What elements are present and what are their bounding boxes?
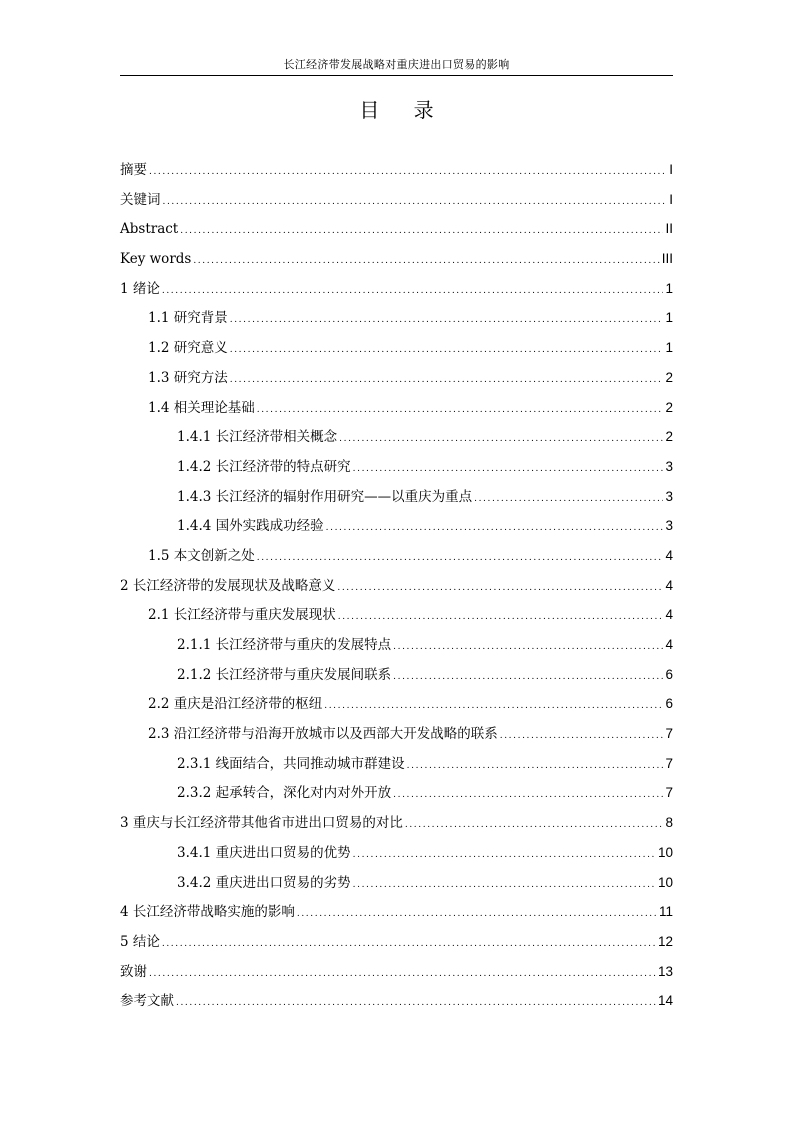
dot-leader xyxy=(230,366,664,396)
dot-leader xyxy=(324,692,663,722)
dot-leader xyxy=(230,336,664,366)
toc-entry-page-number: 2 xyxy=(665,399,673,415)
toc-entry[interactable] xyxy=(120,630,673,660)
toc-entry[interactable] xyxy=(120,927,673,957)
toc-entry-title: 1.1 研究背景 xyxy=(148,310,228,327)
toc-entry-page-number: 8 xyxy=(665,815,673,831)
toc-entry-title: 2.1.2 长江经济带与重庆发展间联系 xyxy=(177,666,392,683)
dot-leader xyxy=(162,277,664,307)
toc-entry-title: 2.3 沿江经济带与沿海开放城市以及西部大开发战略的联系 xyxy=(148,726,498,743)
toc-entry-page-number: 4 xyxy=(665,547,673,563)
toc-entry[interactable] xyxy=(120,511,673,541)
toc-entry[interactable] xyxy=(120,214,673,244)
dot-leader xyxy=(353,871,656,901)
toc-entry-page-number: 4 xyxy=(665,637,673,652)
dot-leader xyxy=(149,960,656,990)
toc-entry[interactable] xyxy=(120,482,673,512)
toc-entry-page-number: 12 xyxy=(657,933,673,949)
dot-leader xyxy=(163,188,668,218)
toc-entry-title: 3.4.2 重庆进出口贸易的劣势 xyxy=(177,874,351,891)
dot-leader xyxy=(257,396,664,426)
toc-entry[interactable] xyxy=(120,363,673,393)
toc-entry-page-number: 2 xyxy=(665,429,673,445)
toc-entry-title: 3.4.1 重庆进出口贸易的优势 xyxy=(177,844,351,861)
toc-entry-page-number: 1 xyxy=(665,310,673,326)
toc-entry[interactable] xyxy=(120,838,673,868)
toc-entry[interactable] xyxy=(120,452,673,482)
dot-leader xyxy=(393,633,663,663)
toc-entry-title: 3 重庆与长江经济带其他省市进出口贸易的对比 xyxy=(120,815,403,832)
toc-entry[interactable] xyxy=(120,689,673,719)
toc-entry-title: 关键词 xyxy=(120,191,161,208)
dot-leader xyxy=(339,425,663,455)
toc-entry[interactable] xyxy=(120,155,673,185)
toc-entry-page-number: 11 xyxy=(658,904,673,920)
toc-entry[interactable] xyxy=(120,719,673,749)
toc-entry-page-number: 10 xyxy=(657,844,673,860)
toc-entry-title: 4 长江经济带战略实施的影响 xyxy=(120,904,295,921)
dot-leader xyxy=(257,544,664,574)
toc-entry-title: 2.3.2 起承转合，深化对内对外开放 xyxy=(177,785,392,802)
toc-entry-page-number: 3 xyxy=(665,458,673,474)
toc-entry-title: 1.2 研究意义 xyxy=(148,340,228,357)
toc-entry-page-number: 6 xyxy=(665,696,673,712)
dot-leader xyxy=(474,485,663,515)
dot-leader xyxy=(149,158,667,188)
toc-entry-title: 1.4 相关理论基础 xyxy=(148,399,255,416)
dot-leader xyxy=(297,900,657,930)
toc-entry-page-number: 1 xyxy=(665,280,673,296)
dot-leader xyxy=(353,841,656,871)
toc-entry-title: 参考文献 xyxy=(120,993,174,1010)
header-rule xyxy=(120,75,673,76)
toc-entry[interactable] xyxy=(120,868,673,898)
dot-leader xyxy=(393,663,663,693)
toc-entry-page-number: 4 xyxy=(665,607,673,623)
dot-leader xyxy=(230,306,664,336)
toc-entry-title: 1.4.4 国外实践成功经验 xyxy=(177,518,324,535)
toc-entry[interactable] xyxy=(120,244,673,274)
toc-entry-title: 2.2 重庆是沿江经济带的枢纽 xyxy=(148,696,323,713)
toc-entry[interactable] xyxy=(120,422,673,452)
dot-leader xyxy=(326,514,664,544)
toc-entry[interactable] xyxy=(120,660,673,690)
toc-entry-page-number: 7 xyxy=(665,755,673,771)
dot-leader xyxy=(193,247,659,277)
dot-leader xyxy=(353,455,664,485)
running-header: 长江经济带发展战略对重庆进出口贸易的影响 xyxy=(283,58,510,71)
page-title: 目 录 xyxy=(359,98,448,122)
toc-entry[interactable] xyxy=(120,333,673,363)
toc-entry[interactable] xyxy=(120,541,673,571)
dot-leader xyxy=(180,217,663,247)
toc-entry-title: 5 结论 xyxy=(120,933,160,950)
toc-entry-title: 2.3.1 线面结合，共同推动城市群建设 xyxy=(177,755,405,772)
toc-entry-page-number: 4 xyxy=(665,577,673,593)
toc-entry-title: 1.4.2 长江经济带的特点研究 xyxy=(177,458,351,475)
toc-entry-page-number: 13 xyxy=(657,963,673,979)
toc-entry[interactable] xyxy=(120,986,673,1016)
toc-entry[interactable] xyxy=(120,393,673,423)
toc-entry-page-number: 3 xyxy=(665,518,673,534)
toc-entry[interactable] xyxy=(120,808,673,838)
dot-leader xyxy=(337,574,663,604)
toc-entry-title: 摘要 xyxy=(120,162,147,178)
toc-entry-page-number: 14 xyxy=(657,993,673,1009)
toc-entry-title: 2.1.1 长江经济带与重庆的发展特点 xyxy=(177,637,392,653)
toc-entry-title: 1.3 研究方法 xyxy=(148,369,228,386)
toc-entry-page-number: 6 xyxy=(665,666,673,682)
toc-entry-page-number: II xyxy=(665,221,673,237)
toc-entry-title: 1.4.3 长江经济的辐射作用研究——以重庆为重点 xyxy=(177,488,473,505)
dot-leader xyxy=(500,722,664,752)
toc-entry-title: 1 绪论 xyxy=(120,280,160,297)
toc-entry-title: 致谢 xyxy=(120,963,147,980)
toc-entry-page-number: 7 xyxy=(665,785,673,801)
toc-entry-page-number: 1 xyxy=(665,340,673,356)
toc-entry[interactable] xyxy=(120,185,673,215)
toc-entry[interactable] xyxy=(120,897,673,927)
toc-entry-title: 1.4.1 长江经济带相关概念 xyxy=(177,429,338,446)
toc-entry[interactable] xyxy=(120,957,673,987)
toc-entry-page-number: 7 xyxy=(665,726,673,742)
toc-entry[interactable] xyxy=(120,778,673,808)
toc-entry[interactable] xyxy=(120,274,673,304)
toc-entry-title: Key words xyxy=(120,251,192,268)
toc-entry[interactable] xyxy=(120,749,673,779)
toc-entry-page-number: I xyxy=(669,162,673,177)
toc-entry-page-number: 3 xyxy=(665,488,673,504)
toc-entry[interactable] xyxy=(120,571,673,601)
toc-entry[interactable] xyxy=(120,303,673,333)
dot-leader xyxy=(405,811,664,841)
toc-entry-page-number: 2 xyxy=(665,369,673,385)
toc-entry[interactable] xyxy=(120,600,673,630)
dot-leader xyxy=(393,781,663,811)
toc-entry-page-number: 10 xyxy=(657,874,673,890)
toc-entry-page-number: III xyxy=(661,251,673,267)
table-of-contents xyxy=(120,155,673,1016)
dot-leader xyxy=(338,603,664,633)
toc-entry-page-number: I xyxy=(669,191,673,207)
dot-leader xyxy=(407,752,664,782)
dot-leader xyxy=(176,989,656,1019)
dot-leader xyxy=(162,930,656,960)
toc-entry-title: 2 长江经济带的发展现状及战略意义 xyxy=(120,577,336,594)
toc-entry-title: 1.5 本文创新之处 xyxy=(148,547,255,564)
toc-entry-title: 2.1 长江经济带与重庆发展现状 xyxy=(148,607,336,624)
toc-entry-title: Abstract xyxy=(120,221,179,238)
